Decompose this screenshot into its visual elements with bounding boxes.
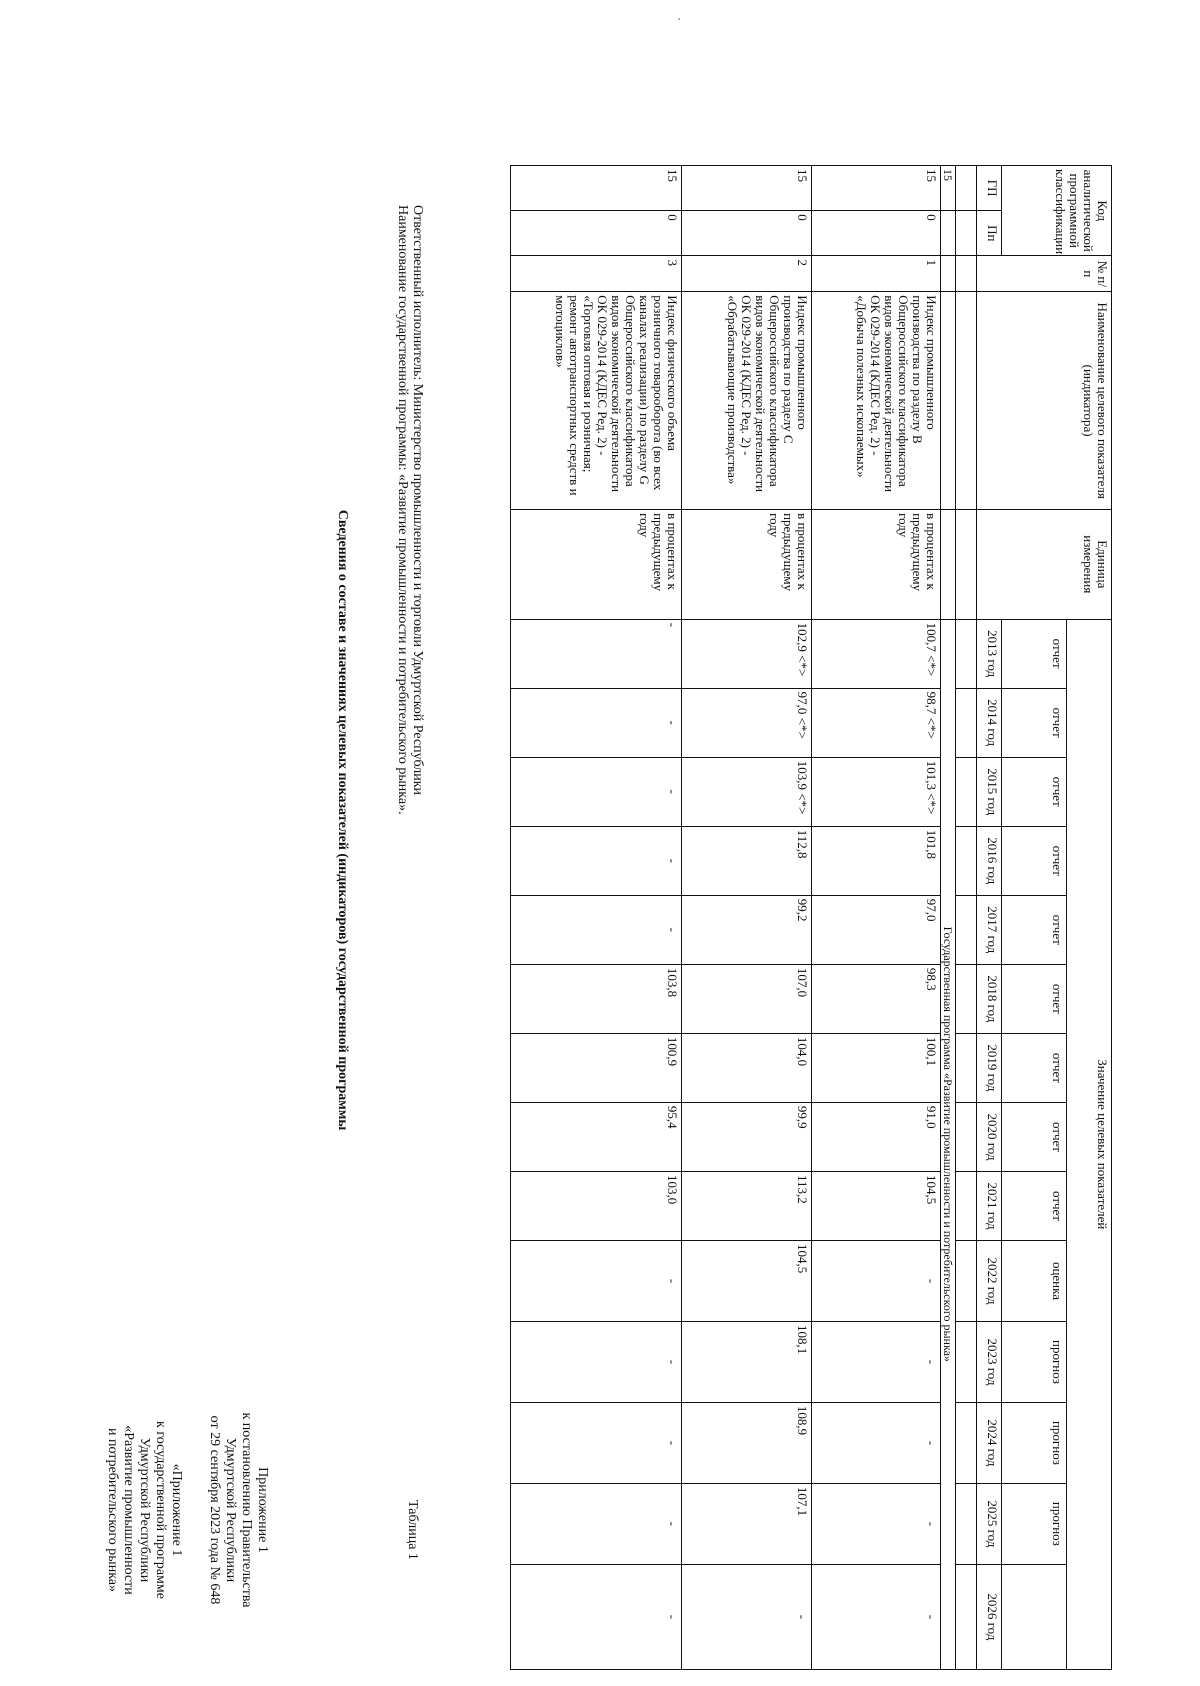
value-cell: - [812,1241,941,1322]
value-cell: 104,0 [682,1033,812,1102]
value-cell: 108,1 [682,1321,812,1402]
unit-cell: в процентах к предыдущему году [682,510,812,620]
value-cell: 100,9 [511,1033,682,1102]
header-year: 2018 год [977,964,1002,1033]
value-cell: - [511,688,682,757]
value-cell: - [511,1402,682,1483]
appendix-line: Приложение 1 [255,1467,270,1553]
header-indicator-name: Наименование целевого показателя (индикатора) [977,292,1112,510]
header-type: отчет [1002,757,1067,826]
value-cell: 97,0 [812,895,941,964]
value-cell: 113,2 [682,1171,812,1240]
header-type: отчет [1002,964,1067,1033]
value-cell: - [511,826,682,895]
executor-line: Ответственный исполнитель: Министерство промышленности и торговли Удмуртской Республики [410,205,425,796]
header-year: 2014 год [977,688,1002,757]
value-cell: - [511,895,682,964]
header-type: отчет [1002,1102,1067,1171]
appendix-line: и потребительского рынка» [105,1427,120,1593]
value-cell: 108,9 [682,1402,812,1483]
number-cell: 1 [812,256,941,292]
header-year: 2024 год [977,1402,1002,1483]
header-pp: Пп [977,211,1002,256]
header-type: отчет [1002,895,1067,964]
header-year: 2020 год [977,1102,1002,1171]
unit-cell: в процентах к предыдущему году [812,510,941,620]
number-cell: 3 [511,256,682,292]
header-type: отчет [1002,619,1067,688]
document-title: Сведения о составе и значениях целевых показателей (индикаторов) государственной программы [335,509,350,1131]
header-year: 2015 год [977,757,1002,826]
value-cell: 100,1 [812,1033,941,1102]
table-row [682,166,812,1670]
header-type: отчет [1002,688,1067,757]
value-cell: - [812,1483,941,1564]
gp-cell: 15 [511,166,682,211]
header-type: прогноз [1002,1402,1067,1483]
value-cell: 107,0 [682,964,812,1033]
program-row [941,166,956,1670]
appendix-line: от 29 сентября 2023 года № 648 [207,1415,222,1605]
table-row [812,166,941,1670]
value-cell: - [812,1402,941,1483]
value-cell: 98,3 [812,964,941,1033]
value-cell: 101,8 [812,826,941,895]
value-cell: - [511,1321,682,1402]
value-cell: 98,7 <*> [812,688,941,757]
table-row [511,166,682,1670]
appendix-line: Удмуртской Республики [223,1437,238,1583]
indicator-name-cell: Индекс физического объема розничного товарооборота (во всех каналах реализации) по разделу G Общероссийского классификатора видов экономической деятельности ОК 029-2014 (КДЕС Ред. 2) - «Торговля оптовая и розничная; ремонт автотранспортных средств и мотоциклов» [511,292,682,510]
value-cell: 102,9 <*> [682,619,812,688]
unit-cell: в процентах к предыдущему году [511,510,682,620]
header-year: 2016 год [977,826,1002,895]
value-cell: 99,9 [682,1102,812,1171]
value-cell: 104,5 [682,1241,812,1322]
header-year: 2022 год [977,1241,1002,1322]
header-unit: Единица измерения [977,510,1112,620]
value-cell: - [511,1564,682,1669]
value-cell: 97,0 <*> [682,688,812,757]
value-cell: 107,1 [682,1483,812,1564]
table-label: Таблица 1 [405,1500,420,1560]
value-cell: 112,8 [682,826,812,895]
appendix-line: Удмуртской Республики [137,1437,152,1583]
header-number: № п/п [977,256,1112,292]
indicators-table [510,165,1112,1670]
header-year: 2017 год [977,895,1002,964]
header-year: 2013 год [977,619,1002,688]
value-cell: - [812,1321,941,1402]
header-gp: ГП [977,166,1002,211]
value-cell: - [682,1564,812,1669]
indicator-name-cell: Индекс промышленного производства по разделу B Общероссийского классификатора видов экономической деятельности ОК 029-2014 (КДЕС Ред. 2) - «Добыча полезных ископаемых» [812,292,941,510]
value-cell: 95,4 [511,1102,682,1171]
header-year: 2021 год [977,1171,1002,1240]
program-title-cell: Государственная программа «Развитие промышленности и потребительского рынка» [941,619,956,1669]
header-row [1067,166,1112,1670]
blank-spacer-row [956,166,977,1670]
gp-cell: 15 [682,166,812,211]
appendix-line: к постановлению Правительства [239,1412,254,1608]
header-type: отчет [1002,826,1067,895]
appendix-line: к государственной программе [153,1421,168,1599]
header-year: 2019 год [977,1033,1002,1102]
value-cell: 103,0 [511,1171,682,1240]
header-year: 2023 год [977,1321,1002,1402]
value-cell: 101,3 <*> [812,757,941,826]
value-cell: - [812,1564,941,1669]
pp-cell: 0 [682,211,812,256]
value-cell: 100,7 <*> [812,619,941,688]
value-cell: 103,8 [511,964,682,1033]
gp-cell: 15 [812,166,941,211]
appendix-line: «Развитие промышленности [121,1425,136,1595]
value-cell: 99,2 [682,895,812,964]
header-year: 2025 год [977,1483,1002,1564]
header-type: прогноз [1002,1321,1067,1402]
value-cell: 91,0 [812,1102,941,1171]
pp-cell: 0 [511,211,682,256]
value-cell: - [511,619,682,688]
appendix-line: «Приложение 1 [169,1463,184,1557]
indicator-name-cell: Индекс промышленного производства по разделу C Общероссийского классификатора видов экономической деятельности ОК 029-2014 (КДЕС Ред. 2) - «Обрабатывающие производства» [682,292,812,510]
header-code: Код аналитической программной классификации [1002,166,1112,256]
header-year: 2026 год [977,1564,1002,1669]
program-name-line: Наименование государственной программы: «Развитие промышленности и потребительского рынка». [395,205,410,815]
value-cell: 103,9 <*> [682,757,812,826]
header-type [1002,1564,1067,1669]
value-cell: - [511,757,682,826]
appendix-header [82,1360,270,1660]
value-cell: - [511,1483,682,1564]
header-type: прогноз [1002,1483,1067,1564]
header-type: отчет [1002,1033,1067,1102]
number-cell: 2 [682,256,812,292]
value-cell: - [511,1241,682,1322]
program-gp-cell: 15 [941,166,956,211]
header-type: оценка [1002,1241,1067,1322]
value-cell: 104,5 [812,1171,941,1240]
header-target-values: Значение целевых показателей [1067,619,1112,1669]
header-type: отчет [1002,1171,1067,1240]
pp-cell: 0 [812,211,941,256]
